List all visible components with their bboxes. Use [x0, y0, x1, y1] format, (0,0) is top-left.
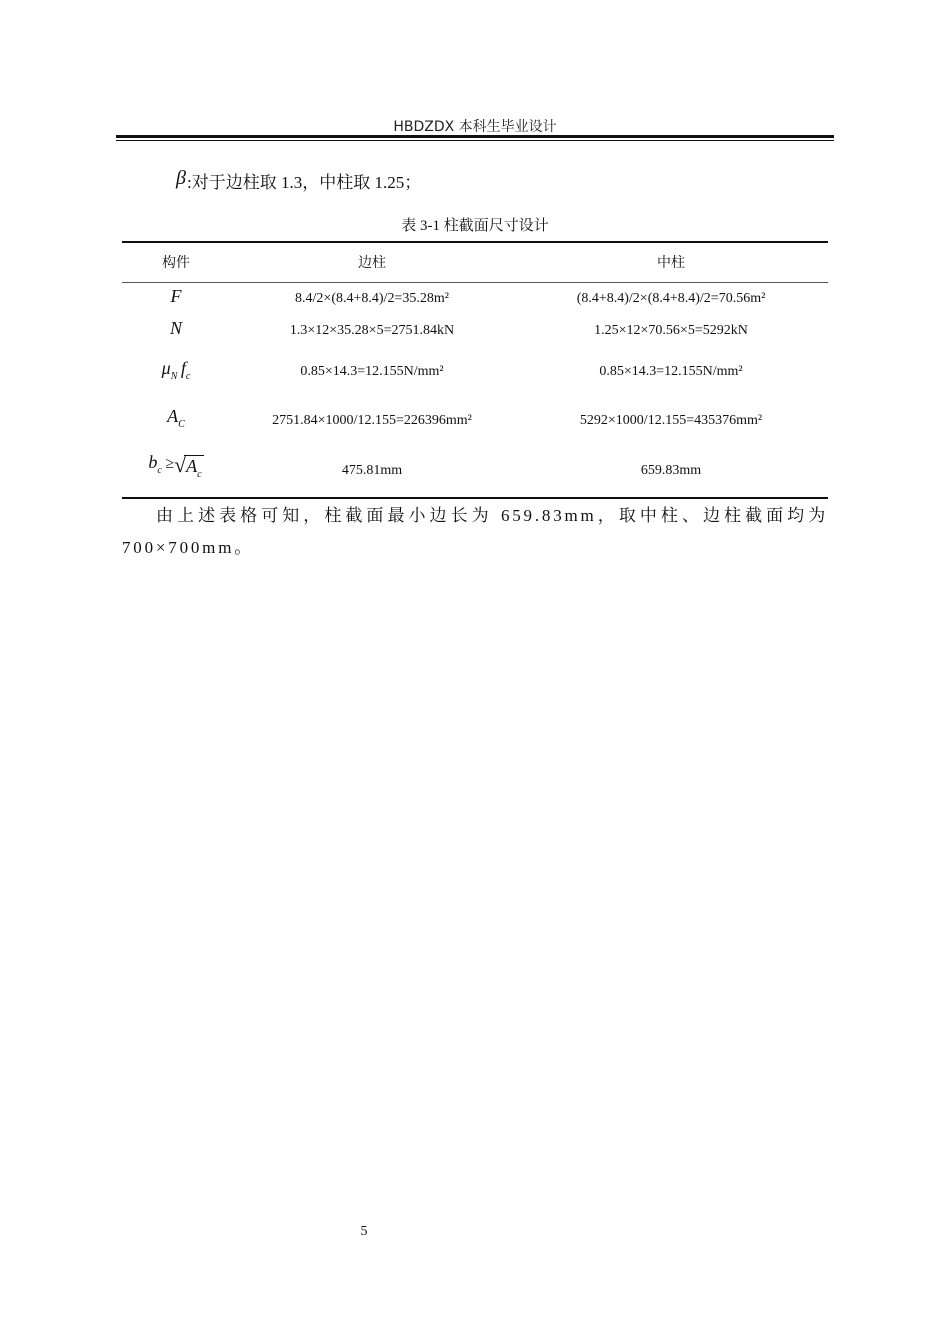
table-header-edge-column: 边柱: [358, 256, 386, 271]
square-root: $√A_c$: [174, 452, 202, 480]
table-cell-mu-fc-middle: 0.85×14.3=12.155N/mm²: [599, 364, 743, 379]
table-cell-ac-edge: 2751.84×1000/12.155=226396mm²: [272, 413, 472, 428]
table-caption: 表 3-1 柱截面尺寸设计: [401, 218, 549, 234]
table-cell-f-edge: 8.4/2×(8.4+8.4)/2=35.28m²: [295, 291, 449, 306]
table-header-component: 构件: [162, 256, 190, 271]
table-bottom-rule: [122, 497, 828, 499]
beta-note-text: :对于边柱取 1.3，中柱取 1.25；: [186, 173, 422, 192]
table-row-label-mu-fc: $\mu_N$ $f_c$: [161, 358, 191, 382]
table-row-label-ac: $A_C$: [167, 406, 185, 430]
table-cell-ac-middle: 5292×1000/12.155=435376mm²: [579, 413, 763, 428]
table-header-rule: [122, 282, 828, 283]
table-cell-bc-middle: 659.83mm: [640, 463, 702, 478]
table-header-middle-column: 中柱: [657, 256, 685, 271]
beta-note: [176, 168, 421, 194]
table-cell-bc-edge: 475.81mm: [341, 463, 403, 478]
table-row-label-n: N: [169, 318, 182, 338]
page-number: 5: [360, 1224, 368, 1239]
table-cell-n-edge: 1.3×12×35.28×5=2751.84kN: [289, 323, 455, 338]
beta-symbol: β: [176, 167, 186, 189]
table-cell-f-middle: (8.4+8.4)/2×(8.4+8.4)/2=70.56m²: [576, 291, 766, 306]
header-rule-thin: [116, 140, 834, 141]
page-header: HBDZDX 本科生毕业设计: [393, 119, 557, 135]
table-cell-mu-fc-edge: 0.85×14.3=12.155N/mm²: [300, 364, 444, 379]
conclusion-paragraph: 由上述表格可知，柱截面最小边长为 659.83mm，取中柱、边柱截面均为 700×700mm。: [122, 506, 828, 557]
table-row-label-f: F: [170, 286, 182, 306]
table-cell-n-middle: 1.25×12×70.56×5=5292kN: [594, 323, 748, 338]
table-row-label-bc: $b_c \ge√A_c$: [148, 452, 202, 480]
header-rule-thick: [116, 135, 834, 138]
table-top-rule: [122, 241, 828, 243]
